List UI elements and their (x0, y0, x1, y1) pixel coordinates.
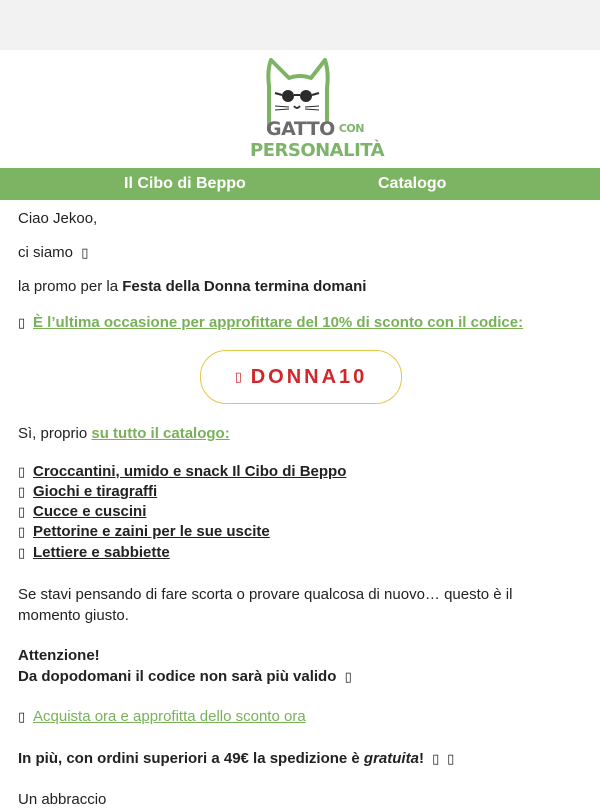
logo-line-2: PERSONALITÀ (250, 140, 385, 161)
coupon-code-badge[interactable] (200, 350, 402, 404)
emoji-placeholder-icon: ▯ (18, 505, 26, 520)
list-item (18, 482, 157, 503)
list-link-lettiere[interactable]: Lettiere e sabbiette (33, 544, 170, 561)
list-item (18, 502, 146, 523)
list-link-giochi[interactable]: Giochi e tiragraffi (33, 483, 158, 500)
last-chance-line (18, 312, 523, 334)
emoji-placeholder-icon: ▯ (432, 752, 440, 767)
shipping-prefix: In più, con ordini superiori a 49€ la spedizione è (18, 750, 364, 767)
main-nav (0, 168, 600, 200)
catalog-link[interactable]: su tutto il catalogo: (91, 425, 230, 442)
nav-item-catalogo[interactable]: Catalogo (378, 175, 447, 192)
greeting: Ciao Jekoo, (18, 210, 98, 227)
attention-line (18, 666, 360, 688)
promo-prefix: la promo per la (18, 278, 123, 295)
emoji-placeholder-icon: ▯ (81, 246, 89, 261)
promo-line (18, 276, 366, 297)
ci-siamo-line (18, 242, 96, 264)
catalog-line (18, 423, 230, 444)
attention-title: Attenzione! (18, 647, 100, 664)
emoji-placeholder-icon: ▯ (18, 525, 26, 540)
list-link-cucce[interactable]: Cucce e cuscini (33, 503, 147, 520)
promo-bold: Festa della Donna termina domani (122, 278, 367, 295)
cta-link[interactable]: Acquista ora e approfitta dello sconto ora (33, 708, 306, 725)
attention-text: Da dopodomani il codice non sarà più valido (18, 668, 337, 685)
emoji-placeholder-icon: ▯ (18, 710, 26, 725)
emoji-placeholder-icon: ▯ (18, 546, 26, 561)
emoji-placeholder-icon: ▯ (18, 465, 26, 480)
emoji-placeholder-icon: ▯ (18, 485, 26, 500)
catalog-prefix: Sì, proprio (18, 425, 92, 442)
list-link-pettorine[interactable]: Pettorine e zaini per le sue uscite (33, 523, 270, 540)
stock-paragraph: Se stavi pensando di fare scorta o provare qualcosa di nuovo… questo è il momento giusto. (18, 586, 513, 624)
emoji-placeholder-icon: ▯ (447, 752, 455, 767)
closing-line: Un abbraccio (18, 791, 107, 808)
shipping-suffix: ! (418, 750, 424, 767)
logo-line-1-small: CON (338, 122, 364, 135)
list-link-croccantini[interactable]: Croccantini, umido e snack Il Cibo di Beppo (33, 463, 347, 480)
emoji-placeholder-icon: ▯ (18, 316, 26, 331)
nav-item-il-cibo-di-beppo[interactable]: Il Cibo di Beppo (124, 175, 246, 192)
ci-siamo-text: ci siamo (18, 244, 74, 261)
last-chance-link[interactable]: È l’ultima occasione per approfittare del 10% di sconto con il codice: (33, 314, 524, 331)
emoji-placeholder-icon: ▯ (344, 670, 352, 685)
top-preheader-bar (0, 0, 600, 50)
list-item (18, 522, 270, 543)
shipping-italic: gratuita (363, 750, 419, 767)
emoji-placeholder-icon: ▯ (234, 369, 245, 385)
shipping-line (18, 748, 462, 770)
list-item (18, 462, 346, 483)
list-item (18, 543, 170, 564)
logo-wordmark (0, 50, 600, 168)
cta-line (18, 706, 306, 728)
coupon-code: DONNA10 (250, 365, 368, 388)
logo-line-1: GATTO CON (266, 118, 364, 140)
